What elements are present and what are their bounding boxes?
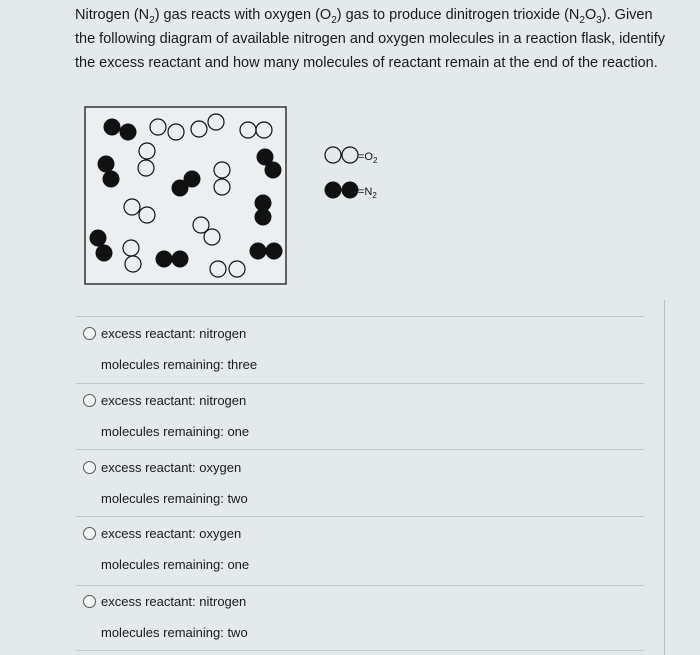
divider [76,316,644,317]
atom [204,229,220,245]
subscript: 3 [596,14,602,26]
atom [120,124,137,141]
atom [214,179,230,195]
atom [96,245,113,262]
atom [325,147,341,163]
atom [103,171,120,188]
divider [76,650,644,651]
atom [123,240,139,256]
radio-button[interactable] [83,595,96,608]
option-reactant: excess reactant: nitrogen [101,393,247,408]
atom [172,251,189,268]
option-remaining: molecules remaining: three [101,357,258,372]
legend-n2-label: $=N_2$ [358,186,377,200]
panel-border [664,300,665,655]
answer-option-4[interactable] [80,518,640,578]
question-part: ) gas reacts with oxygen (O [154,7,332,23]
atom [208,114,224,130]
atom [104,119,121,136]
option-remaining: molecules remaining: two [101,491,248,506]
atom [191,121,207,137]
atom [139,143,155,159]
question-part: Given the following diagram of available nitrogen and oxygen molecules in a reaction flask, identify the excess reactant and how many molecules of reactant remain at the end of the reaction. [75,7,666,71]
radio-button[interactable] [83,394,96,407]
atom [156,251,173,268]
question-part: ). [601,7,611,23]
atom [325,182,342,199]
atom [214,162,230,178]
answer-option-5[interactable] [80,586,640,646]
question-part: Nitrogen (N [75,7,150,23]
legend-o2-label: $=O_2$ [358,151,378,165]
atom [150,119,166,135]
atom [125,256,141,272]
divider [76,383,644,384]
divider [76,449,644,450]
question-part: O [584,7,597,23]
option-reactant: excess reactant: oxygen [101,526,242,541]
option-reactant: excess reactant: nitrogen [101,326,247,341]
atom [256,122,272,138]
option-remaining: molecules remaining: one [101,424,250,439]
atom [168,124,184,140]
atom [266,243,283,260]
divider [76,516,644,517]
atom [138,160,154,176]
atom [184,171,201,188]
legend-o2-molecule [325,147,358,163]
atom [229,261,245,277]
option-remaining: molecules remaining: one [101,557,250,572]
subscript: 2 [149,14,155,26]
option-remaining: molecules remaining: two [101,625,248,640]
radio-button[interactable] [83,527,96,540]
atom [240,122,256,138]
answer-option-1[interactable] [80,318,640,378]
atom [139,207,155,223]
question-part: ) gas to produce dinitrogen trioxide (N [336,7,580,23]
atom [98,156,115,173]
subscript: 2 [579,14,585,26]
atom [210,261,226,277]
answer-option-2[interactable] [80,385,640,445]
radio-button[interactable] [83,327,96,340]
option-reactant: excess reactant: nitrogen [101,594,247,609]
molecule-diagram [0,0,700,300]
legend-n2-molecule [325,182,359,199]
atom [250,243,267,260]
atom [90,230,107,247]
atom [342,182,359,199]
atom [255,209,272,226]
answer-option-3[interactable] [80,452,640,512]
atom [342,147,358,163]
atom [124,199,140,215]
option-reactant: excess reactant: oxygen [101,460,242,475]
radio-button[interactable] [83,461,96,474]
subscript: 2 [331,14,337,26]
atom [265,162,282,179]
